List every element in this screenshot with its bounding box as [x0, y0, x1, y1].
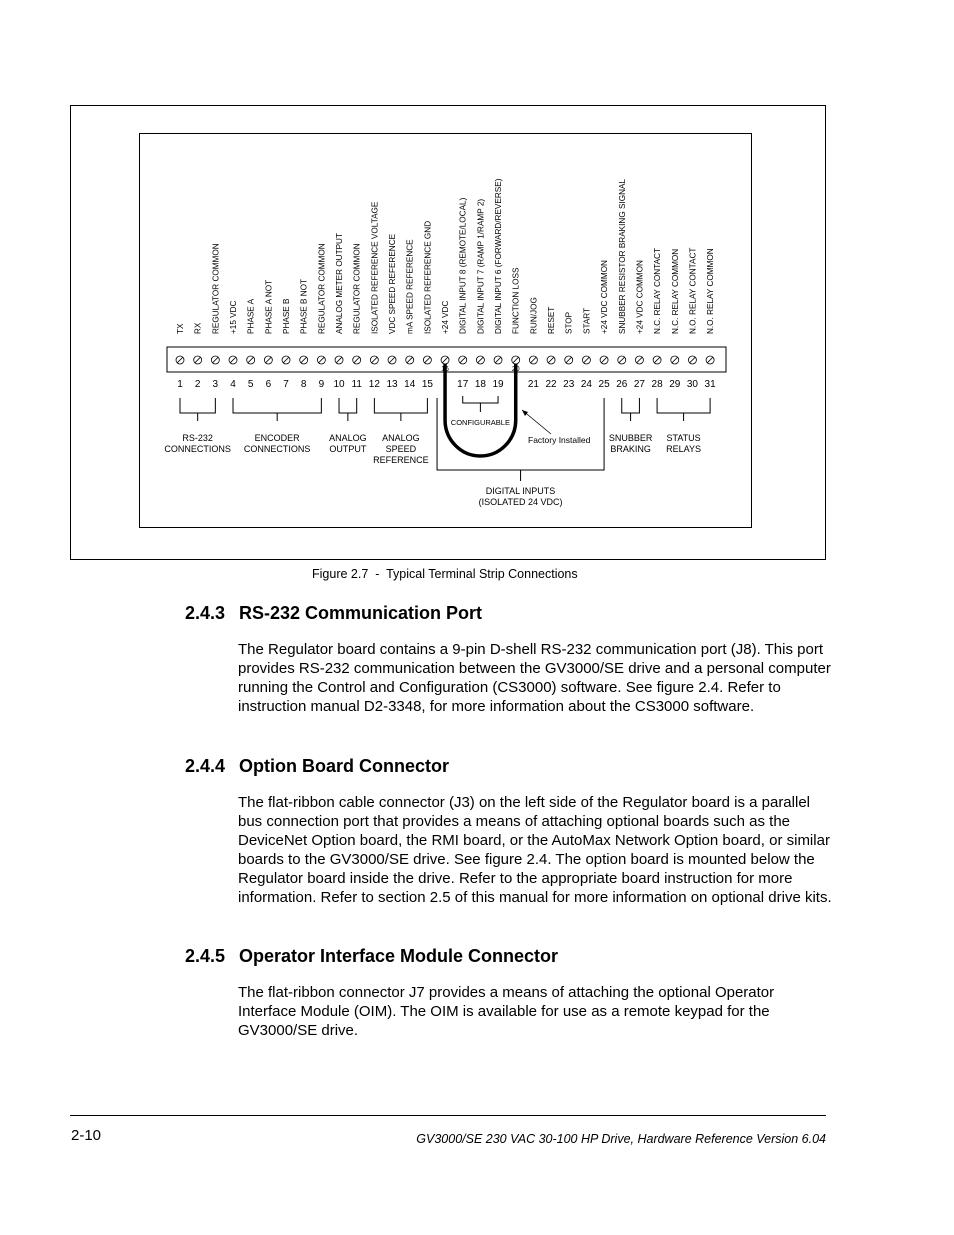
terminal-number-24: 24: [580, 379, 592, 390]
group-label-3-line-2: REFERENCE: [373, 455, 429, 465]
terminal-strip-diagram: [0, 0, 954, 600]
terminal-number-9: 9: [318, 379, 325, 390]
group-bracket-0: [180, 398, 215, 421]
terminal-number-30: 30: [686, 379, 698, 390]
terminal-label-6: PHASE A NOT: [264, 279, 274, 334]
terminal-label-18: DIGITAL INPUT 7 (RAMP 1/RAMP 2): [476, 198, 486, 334]
terminal-label-24: START: [582, 307, 592, 334]
terminal-label-29: N.C. RELAY COMMON: [670, 248, 680, 334]
group-bracket-2: [339, 398, 357, 421]
terminal-label-30: N.O. RELAY CONTACT: [688, 247, 698, 334]
group-label-2-line-1: OUTPUT: [329, 444, 367, 454]
group-label-1-line-1: CONNECTIONS: [243, 444, 311, 454]
terminal-label-7: PHASE B: [282, 298, 292, 334]
terminal-label-11: REGULATOR COMMON: [352, 243, 362, 334]
terminal-number-6: 6: [265, 379, 272, 390]
group-label-0-line-0: RS-232: [182, 433, 213, 443]
terminal-label-23: STOP: [564, 311, 574, 334]
terminal-label-31: N.O. RELAY COMMON: [706, 248, 716, 334]
section-title: Operator Interface Module Connector: [239, 946, 559, 966]
terminal-label-28: N.C. RELAY CONTACT: [653, 248, 663, 334]
terminal-number-12: 12: [368, 379, 380, 390]
terminal-number-22: 22: [545, 379, 557, 390]
group-label-2-line-0: ANALOG: [329, 433, 367, 443]
section-title: RS-232 Communication Port: [239, 603, 483, 623]
terminal-number-21: 21: [527, 379, 539, 390]
digital-inputs-label-line-0: DIGITAL INPUTS: [485, 486, 556, 496]
digital-inputs-label-line-1: (ISOLATED 24 VDC): [478, 497, 563, 507]
section-body-2-4-4: The flat-ribbon cable connector (J3) on the left side of the Regulator board is a parallel bus connection port that provides a means of attaching optional boards such as the DeviceNet Option board, the RMI board, or the AutoMax Network Option board, or similar boards to the GV3000/SE drive. See figure 2.4. The option board is mounted below the Regulator board inside the drive. Refer to the appropriate board instruction for more information. Refer to section 2.5 of this manual for more information on optional drive kits.: [238, 794, 832, 906]
group-label-5-line-1: RELAYS: [666, 444, 702, 454]
group-label-4-line-0: SNUBBER: [608, 433, 653, 443]
terminal-number-19: 19: [492, 379, 504, 390]
terminal-number-5: 5: [247, 379, 254, 390]
terminal-label-9: REGULATOR COMMON: [317, 243, 327, 334]
terminal-label-17: DIGITAL INPUT 8 (REMOTE/LOCAL): [458, 197, 468, 334]
group-label-4-line-1: BRAKING: [610, 444, 651, 454]
group-label-3-line-0: ANALOG: [382, 433, 420, 443]
factory-installed-arrowhead: [522, 410, 528, 416]
terminal-number-16: 16: [441, 366, 449, 373]
terminal-number-29: 29: [669, 379, 681, 390]
group-label-0-line-1: CONNECTIONS: [164, 444, 231, 454]
terminal-label-12: ISOLATED REFERENCE VOLTAGE: [370, 201, 380, 334]
terminal-label-15: ISOLATED REFERENCE GND: [423, 220, 433, 334]
terminal-label-20: FUNCTION LOSS: [511, 267, 521, 334]
terminal-number-11: 11: [351, 379, 362, 390]
section-heading-2-4-5: [185, 946, 558, 967]
group-label-3-line-1: SPEED: [385, 444, 417, 454]
terminal-label-21: RUN/JOG: [529, 297, 539, 334]
configurable-bracket: [463, 396, 498, 412]
terminal-number-17: 17: [457, 379, 469, 390]
terminal-number-7: 7: [283, 379, 289, 390]
terminal-number-31: 31: [704, 379, 716, 390]
terminal-number-18: 18: [474, 379, 486, 390]
terminal-label-19: DIGITAL INPUT 6 (FORWARD/REVERSE): [494, 178, 504, 334]
configurable-label: CONFIGURABLE: [450, 418, 510, 427]
terminal-label-5: PHASE A: [246, 298, 256, 334]
terminal-number-27: 27: [633, 379, 645, 390]
footer-document-title: GV3000/SE 230 VAC 30-100 HP Drive, Hardware Reference Version 6.04: [416, 1132, 826, 1146]
terminal-label-22: RESET: [547, 306, 557, 334]
terminal-label-25: +24 VDC COMMON: [600, 260, 610, 334]
terminal-label-16: +24 VDC: [441, 300, 451, 334]
terminal-number-14: 14: [404, 379, 416, 390]
terminal-label-8: PHASE B NOT: [299, 278, 309, 334]
terminal-number-23: 23: [563, 379, 575, 390]
section-number: 2.4.3: [185, 603, 226, 623]
terminal-number-10: 10: [333, 379, 345, 390]
terminal-label-2: RX: [193, 322, 203, 334]
terminal-label-14: mA SPEED REFERENCE: [405, 239, 415, 334]
terminal-number-13: 13: [386, 379, 398, 390]
terminal-number-2: 2: [194, 379, 201, 390]
section-body-2-4-5: The flat-ribbon connector J7 provides a means of attaching the optional Operator Interface Module (OIM). The OIM is available for use as a remote keypad for the GV3000/SE drive.: [238, 984, 775, 1039]
factory-installed-label: Factory Installed: [528, 435, 591, 445]
terminal-label-27: +24 VDC COMMON: [635, 260, 645, 334]
terminal-number-25: 25: [598, 379, 610, 390]
terminal-number-3: 3: [212, 379, 219, 390]
group-bracket-3: [374, 398, 427, 421]
group-bracket-1: [233, 398, 321, 421]
group-label-1-line-0: ENCODER: [254, 433, 300, 443]
terminal-number-28: 28: [651, 379, 663, 390]
section-heading-2-4-3: [185, 603, 482, 624]
section-number: 2.4.4: [185, 756, 226, 776]
terminal-label-13: VDC SPEED REFERENCE: [388, 233, 398, 334]
group-bracket-4: [622, 398, 640, 421]
terminal-number-8: 8: [300, 379, 307, 390]
group-bracket-5: [657, 398, 710, 421]
terminal-number-15: 15: [421, 379, 433, 390]
section-number: 2.4.5: [185, 946, 226, 966]
terminal-label-1: TX: [176, 323, 185, 334]
terminal-number-20: 20: [511, 366, 520, 373]
terminal-label-26: SNUBBER RESISTOR BRAKING SIGNAL: [617, 179, 627, 334]
terminal-label-4: +15 VDC: [229, 300, 239, 334]
section-title: Option Board Connector: [239, 756, 449, 776]
terminal-number-26: 26: [616, 379, 628, 390]
footer-divider: [70, 1115, 826, 1116]
terminal-label-10: ANALOG METER OUTPUT: [335, 233, 345, 334]
terminal-label-3: REGULATOR COMMON: [211, 243, 221, 334]
section-heading-2-4-4: [185, 756, 449, 777]
section-body-2-4-3: The Regulator board contains a 9-pin D-shell RS-232 communication port (J8). This port provides RS-232 communication between the GV3000/SE drive and a personal computer running the Control and Configuration (CS3000) software. See figure 2.4. Refer to instruction manual D2-3348, for more information about the CS3000 software.: [238, 641, 831, 715]
group-label-5-line-0: STATUS: [666, 433, 701, 443]
terminal-number-1: 1: [177, 379, 183, 390]
figure-caption: Figure 2.7 - Typical Terminal Strip Connections: [312, 567, 578, 581]
terminal-number-4: 4: [230, 379, 236, 390]
page-number: 2-10: [71, 1127, 102, 1144]
